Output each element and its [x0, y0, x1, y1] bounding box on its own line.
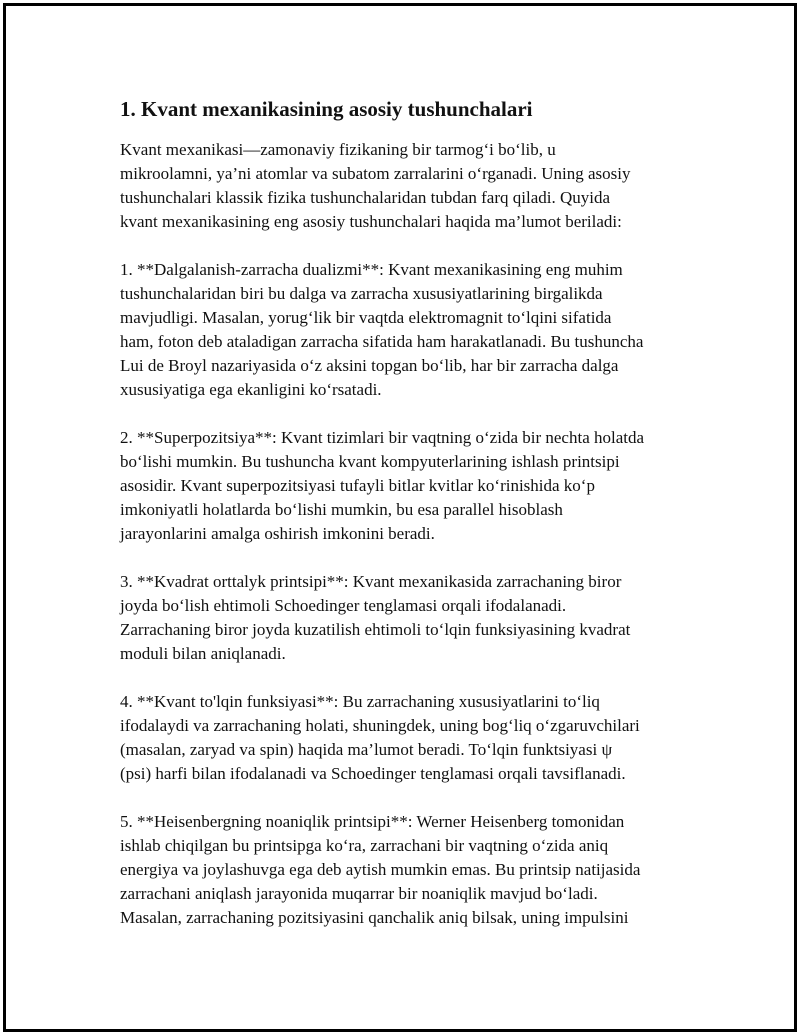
text-line: xususiyatiga ega ekanligini ko‘rsatadi. — [120, 380, 382, 399]
text-line: mikroolamni, ya’ni atomlar va subatom zarralarini o‘rganadi. Uning asosiy — [120, 164, 631, 183]
text-line: 3. **Kvadrat orttalyk printsipi**: Kvant mexanikasida zarrachaning biror — [120, 572, 622, 591]
text-line: (masalan, zaryad va spin) haqida ma’lumot beradi. To‘lqin funktsiyasi ψ — [120, 740, 613, 759]
text-line: bo‘lishi mumkin. Bu tushuncha kvant kompyuterlarining ishlash printsipi — [120, 452, 620, 471]
text-line: jarayonlarini amalga oshirish imkonini beradi. — [120, 524, 435, 543]
document-title: 1. Kvant mexanikasining asosiy tushunchalari — [120, 97, 533, 121]
text-line: tushunchalari klassik fizika tushunchalaridan tubdan farq qiladi. Quyida — [120, 188, 611, 207]
text-line: 5. **Heisenbergning noaniqlik printsipi**: Werner Heisenberg tomonidan — [120, 812, 625, 831]
text-line: ifodalaydi va zarrachaning holati, shuningdek, uning bog‘liq o‘zgaruvchilari — [120, 716, 640, 735]
paragraph-dualism — [120, 258, 700, 402]
intro-paragraph — [120, 138, 700, 234]
page-frame — [3, 3, 797, 1032]
text-line: zarrachani aniqlash jarayonida muqarrar bir noaniqlik mavjud bo‘ladi. — [120, 884, 598, 903]
text-line: moduli bilan aniqlanadi. — [120, 644, 286, 663]
text-line: Kvant mexanikasi—zamonaviy fizikaning bir tarmog‘i bo‘lib, u — [120, 140, 556, 159]
text-line: 1. **Dalgalanish-zarracha dualizmi**: Kvant mexanikasining eng muhim — [120, 260, 623, 279]
text-line: (psi) harfi bilan ifodalanadi va Schoedinger tenglamasi orqali tavsiflanadi. — [120, 764, 626, 783]
text-line: imkoniyatli holatlarda bo‘lishi mumkin, bu esa parallel hisoblash — [120, 500, 563, 519]
text-line: 4. **Kvant to'lqin funksiyasi**: Bu zarrachaning xususiyatlarini to‘liq — [120, 692, 600, 711]
text-line: asosidir. Kvant superpozitsiyasi tufayli bitlar kvitlar ko‘rinishida ko‘p — [120, 476, 595, 495]
text-line: Masalan, zarrachaning pozitsiyasini qanchalik aniq bilsak, uning impulsini — [120, 908, 629, 927]
text-line: ishlab chiqilgan bu printsipga ko‘ra, zarrachani bir vaqtning o‘zida aniq — [120, 836, 609, 855]
paragraph-superposition — [120, 426, 700, 546]
text-line: Lui de Broyl nazariyasida o‘z aksini topgan bo‘lib, har bir zarracha dalga — [120, 356, 619, 375]
text-line: joyda bo‘lish ehtimoli Schoedinger tenglamasi orqali ifodalanadi. — [120, 596, 567, 615]
paragraph-square-principle — [120, 570, 700, 666]
text-line: 2. **Superpozitsiya**: Kvant tizimlari bir vaqtning o‘zida bir nechta holatda — [120, 428, 645, 447]
text-line: ham, foton deb ataladigan zarracha sifatida ham harakatlanadi. Bu tushuncha — [120, 332, 644, 351]
text-line: Zarrachaning biror joyda kuzatilish ehtimoli to‘lqin funksiyasining kvadrat — [120, 620, 631, 639]
text-line: tushunchalaridan biri bu dalga va zarracha xususiyatlarining birgalikda — [120, 284, 603, 303]
paragraph-wave-function — [120, 690, 700, 786]
text-line: kvant mexanikasining eng asosiy tushunchalari haqida ma’lumot beriladi: — [120, 212, 622, 231]
paragraph-uncertainty — [120, 810, 700, 930]
text-line: energiya va joylashuvga ega deb aytish mumkin emas. Bu printsip natijasida — [120, 860, 641, 879]
text-line: mavjudligi. Masalan, yorug‘lik bir vaqtda elektromagnit to‘lqini sifatida — [120, 308, 612, 327]
document-body — [120, 96, 700, 930]
